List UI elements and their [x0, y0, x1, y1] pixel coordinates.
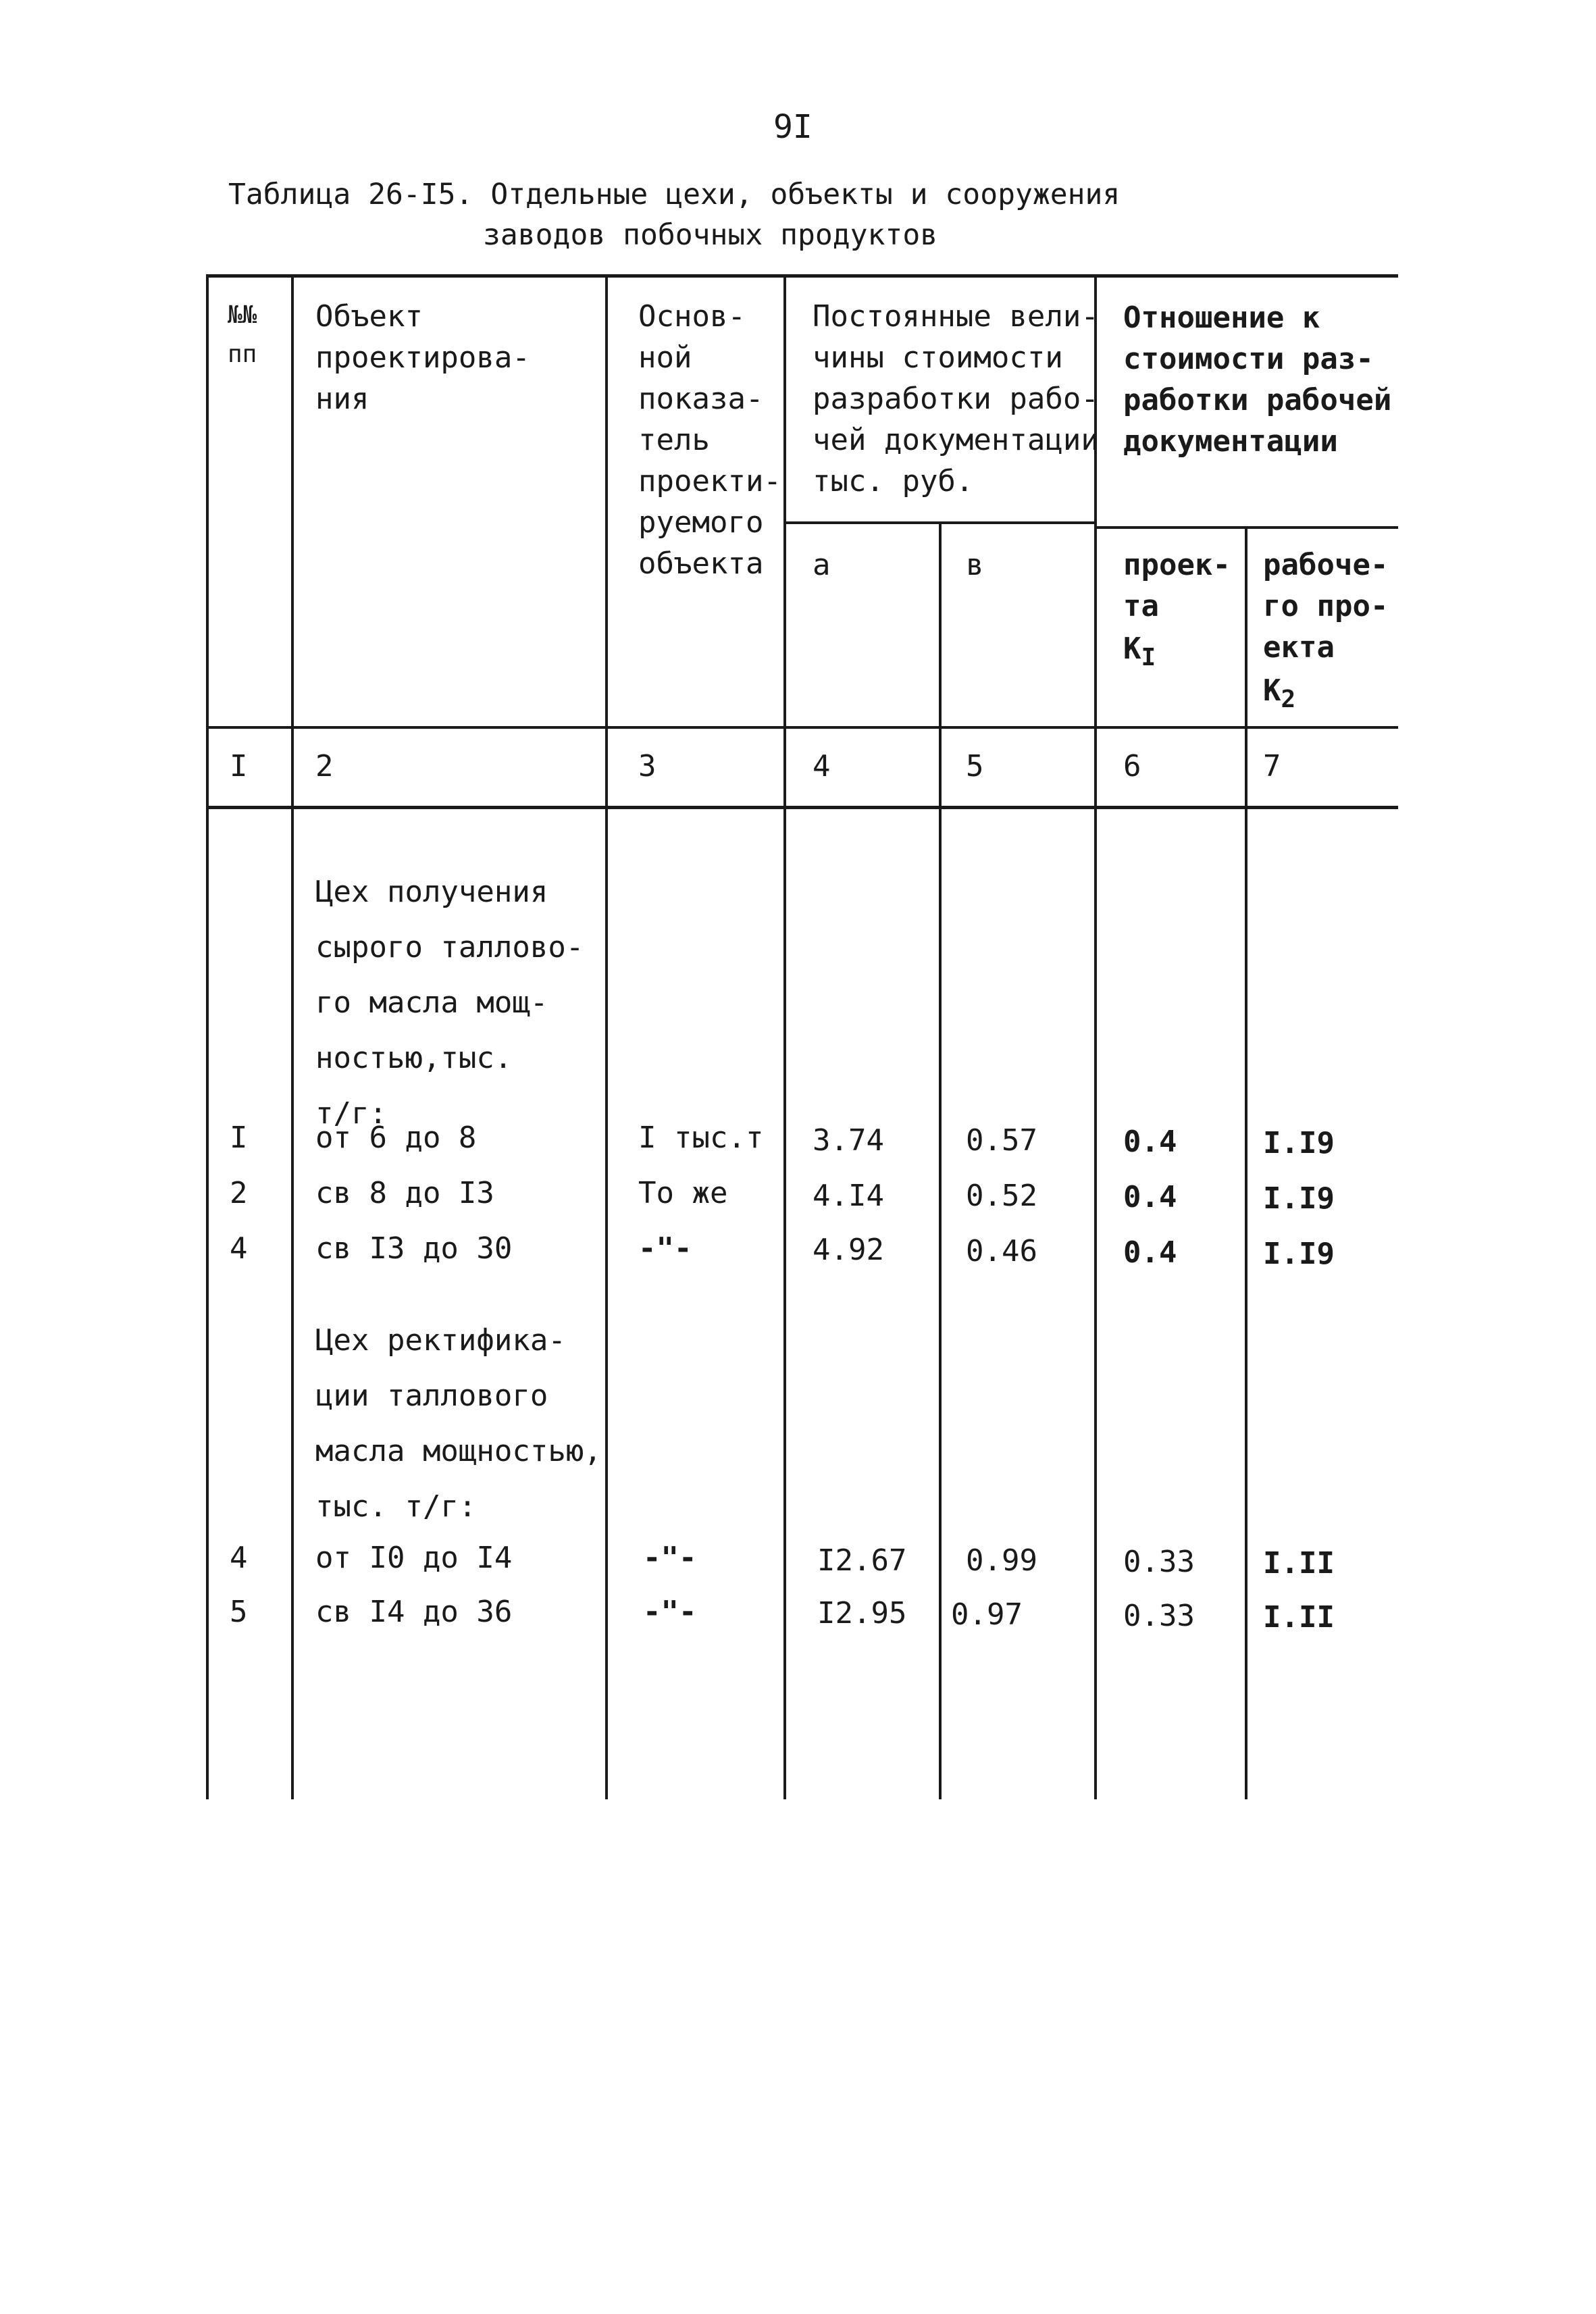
- header-a: а: [813, 548, 831, 582]
- header-k2: рабоче- го про- екта: [1263, 548, 1389, 665]
- row-k1: 0.4: [1123, 1180, 1177, 1214]
- column-divider-2: [291, 274, 294, 1799]
- header-indicator: Основ- ной показа- тель проекти- руемого объекта: [638, 299, 781, 581]
- col-number-6: 6: [1123, 749, 1141, 783]
- row-value-b: 0.97: [951, 1597, 1023, 1632]
- row-object: от 6 до 8: [315, 1121, 477, 1155]
- header-b: в: [966, 548, 984, 582]
- row-value-b: 0.52: [966, 1179, 1037, 1213]
- column-divider-4: [783, 274, 786, 1799]
- header-k1: проек- та: [1123, 548, 1231, 623]
- header-k2-subscript: 2: [1281, 685, 1296, 713]
- row-object: св 8 до I3: [315, 1176, 494, 1210]
- row-object: от I0 до I4: [315, 1541, 513, 1575]
- col-number-2: 2: [315, 749, 334, 783]
- header-k2-symbol: $К_2$: [1263, 673, 1296, 713]
- row-k1: 0.4: [1123, 1235, 1177, 1270]
- col-number-1: I: [230, 749, 248, 783]
- row-indicator: -"-: [638, 1231, 692, 1266]
- column-divider-5: [939, 523, 942, 1799]
- row-value-a: I2.95: [817, 1596, 907, 1630]
- row-k2: I.II: [1263, 1546, 1335, 1580]
- row-number: 2: [230, 1176, 248, 1210]
- row-value-b: 0.99: [966, 1543, 1037, 1578]
- row-number: I: [230, 1121, 248, 1155]
- table-top-border: [206, 274, 1398, 278]
- header-k1-symbol: $К_I$: [1123, 632, 1156, 671]
- row-indicator: -"-: [643, 1541, 697, 1575]
- header-bottom-line: [206, 726, 1398, 729]
- section-title-tall-oil-rectification: Цех ректифика- ции таллового масла мощностью, тыс. т/г:: [315, 1323, 602, 1524]
- row-value-b: 0.46: [966, 1234, 1037, 1268]
- col-number-3: 3: [638, 749, 657, 783]
- col-number-7: 7: [1263, 749, 1281, 783]
- row-indicator: I тыс.т: [638, 1121, 764, 1155]
- header-ratio-group: Отношение к стоимости раз- работки рабочей документации: [1123, 301, 1392, 459]
- row-value-a: I2.67: [817, 1543, 907, 1578]
- col-number-4: 4: [813, 749, 831, 783]
- col-number-5: 5: [966, 749, 984, 783]
- column-divider-7: [1245, 527, 1247, 1799]
- row-k2: I.I9: [1263, 1126, 1335, 1160]
- row-number: 4: [230, 1231, 248, 1266]
- header-cost-group: Постоянные вели- чины стоимости разработки рабо- чей документации тыс. руб.: [813, 299, 1099, 498]
- row-k1: 0.33: [1123, 1599, 1195, 1633]
- page-number: 9I: [773, 108, 813, 146]
- row-indicator: -"-: [643, 1595, 697, 1629]
- row-value-a: 3.74: [813, 1123, 884, 1158]
- table-title-line1: Таблица 26-I5. Отдельные цехи, объекты и сооружения: [228, 178, 1121, 211]
- row-k1: 0.4: [1123, 1125, 1177, 1159]
- row-object: св I3 до 30: [315, 1231, 513, 1266]
- row-number: 5: [230, 1595, 248, 1629]
- column-divider-3: [605, 274, 608, 1799]
- row-value-b: 0.57: [966, 1123, 1037, 1158]
- row-value-a: 4.I4: [813, 1179, 884, 1213]
- header-number: №№ пп: [228, 301, 257, 368]
- table-left-border: [206, 274, 209, 1799]
- row-k2: I.II: [1263, 1600, 1335, 1635]
- row-number: 4: [230, 1541, 248, 1575]
- column-divider-6: [1094, 274, 1097, 1799]
- header-object: Объект проектирова- ния: [315, 299, 530, 416]
- row-indicator: То же: [638, 1176, 728, 1210]
- header-k1-subscript: I: [1141, 643, 1156, 671]
- row-k2: I.I9: [1263, 1237, 1335, 1271]
- row-object: св I4 до 36: [315, 1595, 513, 1629]
- row-k2: I.I9: [1263, 1181, 1335, 1216]
- numbering-row-bottom-line: [206, 806, 1398, 809]
- section-title-crude-tall-oil: Цех получения сырого таллово- го масла мощ- ностью,тыс. т/г:: [315, 875, 584, 1131]
- row-value-a: 4.92: [813, 1233, 884, 1267]
- table-title-line2: заводов побочных продуктов: [483, 218, 938, 252]
- row-k1: 0.33: [1123, 1545, 1195, 1579]
